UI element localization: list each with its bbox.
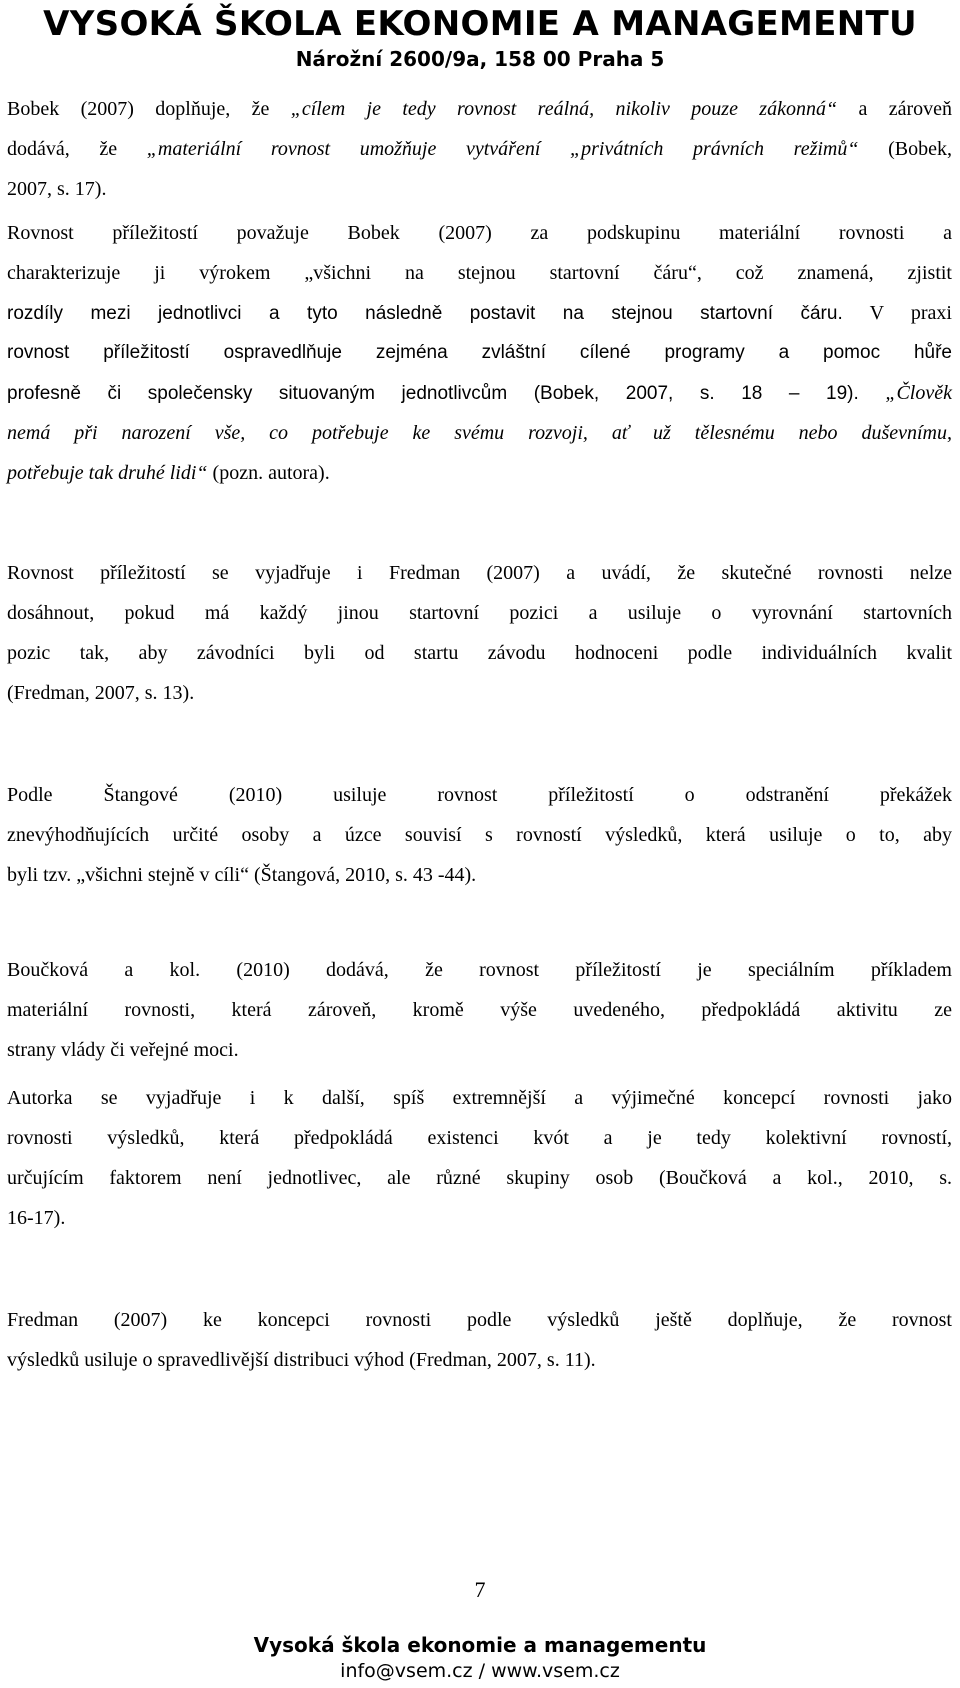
text-line: (Fredman, 2007, s. 13). bbox=[7, 682, 195, 704]
text-line: 16-17). bbox=[7, 1207, 66, 1229]
paragraph-6 bbox=[7, 1078, 952, 1238]
text-line bbox=[7, 89, 952, 129]
text-run: (pozn. autora). bbox=[207, 462, 330, 484]
paragraph-2 bbox=[7, 213, 952, 493]
text-run: Bobek (2007) doplňuje, že bbox=[7, 98, 291, 120]
paragraph-5 bbox=[7, 950, 952, 1070]
text-line: Rovnost příležitostí považuje Bobek (2007) za podskupinu materiální rovnosti a bbox=[7, 222, 952, 244]
paragraph-4 bbox=[7, 775, 952, 895]
paragraph-1 bbox=[7, 89, 952, 209]
text-line bbox=[7, 129, 952, 169]
text-line: Rovnost příležitostí se vyjadřuje i Fredman (2007) a uvádí, že skutečné rovnosti nelze bbox=[7, 562, 952, 584]
text-run: rozdíly mezi jednotlivci a tyto následně postavit na stejnou startovní čáru. bbox=[7, 303, 843, 324]
school-name: VYSOKÁ ŠKOLA EKONOMIE A MANAGEMENTU bbox=[43, 4, 917, 44]
text-line: nemá při narození vše, co potřebuje ke svému rozvoji, ať už tělesnému nebo duševnímu, bbox=[7, 422, 952, 444]
text-run: V praxi bbox=[842, 302, 952, 324]
italic-quote: „cílem je tedy rovnost reálná, nikoliv pouze zákonná“ bbox=[290, 98, 838, 120]
text-line bbox=[7, 453, 952, 493]
text-line: Podle Štangové (2010) usiluje rovnost příležitostí o odstranění překážek bbox=[7, 784, 952, 806]
text-line bbox=[7, 293, 952, 333]
text-line: Autorka se vyjadřuje i k další, spíš extremnější a výjimečné koncepcí rovnosti jako bbox=[7, 1087, 952, 1109]
text-line: Boučková a kol. (2010) dodává, že rovnost příležitostí je speciálním příkladem bbox=[7, 959, 952, 981]
footer-school-name: Vysoká škola ekonomie a managementu bbox=[253, 1633, 707, 1657]
text-line: charakterizuje ji výrokem „všichni na stejnou startovní čáru“, což znamená, zjistit bbox=[7, 262, 952, 284]
text-run: (Bobek, bbox=[858, 138, 952, 160]
school-address: Nárožní 2600/9a, 158 00 Praha 5 bbox=[295, 47, 665, 71]
text-line: rovnosti výsledků, která předpokládá existenci kvót a je tedy kolektivní rovností, bbox=[7, 1127, 952, 1149]
text-run: a zároveň bbox=[837, 98, 952, 120]
italic-quote: potřebuje tak druhé lidi“ bbox=[7, 462, 208, 484]
italic-quote: „materiální rovnost umožňuje vytváření „privátních právních režimů“ bbox=[146, 138, 859, 160]
text-line: Fredman (2007) ke koncepci rovnosti podle výsledků ještě doplňuje, že rovnost bbox=[7, 1309, 952, 1331]
text-line: znevýhodňujících určité osoby a úzce souvisí s rovností výsledků, která usiluje o to, aby bbox=[7, 824, 952, 846]
paragraph-3 bbox=[7, 553, 952, 713]
text-line: byli tzv. „všichni stejně v cíli“ (Štangová, 2010, s. 43 -44). bbox=[7, 864, 477, 886]
text-line: materiální rovnosti, která zároveň, kromě výše uvedeného, předpokládá aktivitu ze bbox=[7, 999, 952, 1021]
text-line: určujícím faktorem není jednotlivec, ale různé skupiny osob (Boučková a kol., 2010, s. bbox=[7, 1167, 952, 1189]
italic-quote: „Člověk bbox=[885, 382, 952, 404]
page-number: 7 bbox=[474, 1577, 486, 1602]
text-line: pozic tak, aby závodníci byli od startu závodu hodnoceni podle individuálních kvalit bbox=[7, 642, 952, 664]
text-line: strany vlády či veřejné moci. bbox=[7, 1039, 239, 1061]
text-run: dodává, že bbox=[7, 138, 147, 160]
text-line: rovnost příležitostí ospravedlňuje zejména zvláštní cílené programy a pomoc hůře bbox=[7, 342, 952, 363]
text-line: dosáhnout, pokud má každý jinou startovní pozici a usiluje o vyrovnání startovních bbox=[7, 602, 952, 624]
text-line: 2007, s. 17). bbox=[7, 178, 107, 200]
footer-contact: info@vsem.cz / www.vsem.cz bbox=[340, 1660, 620, 1682]
text-line: výsledků usiluje o spravedlivější distribuci výhod (Fredman, 2007, s. 11). bbox=[7, 1349, 596, 1371]
text-line bbox=[7, 373, 952, 413]
paragraph-7 bbox=[7, 1300, 952, 1380]
text-run: profesně či společensky situovaným jednotlivcům (Bobek, 2007, s. 18 – 19). bbox=[7, 383, 886, 404]
